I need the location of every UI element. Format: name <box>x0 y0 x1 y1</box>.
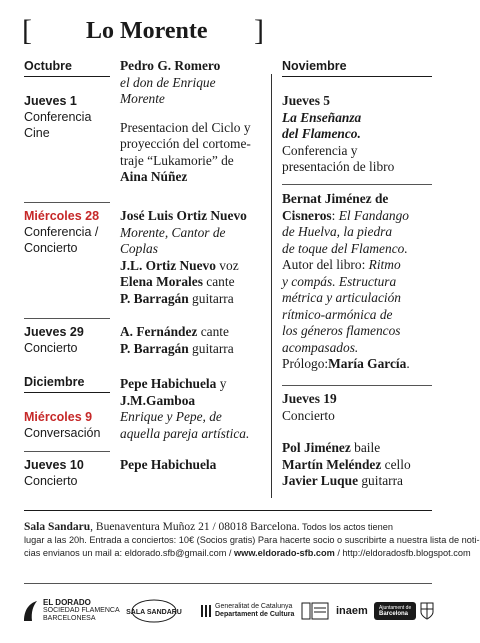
event-speaker: Aina Núñez <box>120 169 188 184</box>
performer-role: baile <box>350 440 381 455</box>
event-title: de toque del Flamenco. <box>282 240 408 256</box>
footer-info: Sala Sandaru, Buenaventura Muñoz 21 / 08018 Barcelona. Todos los actos tienen lugar a las 20h. Entrada a conciertos: 10€ (Socios gratis) Para hacerte socio o suscribirte a nuestra lista de noti- cias envianos un mail a: eldorado.sfb@gmail.com / www.eldorado-sfb.com / http://eldoradosfb.blogspot.com <box>24 521 480 558</box>
performer-role: guitarra <box>358 473 403 488</box>
rule-noviembre <box>282 76 432 77</box>
performer-role: guitarra <box>188 340 234 356</box>
sandaru-logo <box>126 596 182 626</box>
event-type: Concierto <box>282 407 335 423</box>
event-day: Miércoles 9 <box>24 410 93 424</box>
performer-name: A. Fernández <box>120 324 198 339</box>
event-type: Concierto <box>24 474 78 488</box>
event-noviembre-5 <box>282 93 394 176</box>
event-day: Jueves 29 <box>24 325 84 339</box>
gencat-icon <box>200 604 212 618</box>
event-type: Cine <box>24 126 50 140</box>
event-day: Jueves 19 <box>282 391 337 406</box>
performer-name: Pepe Habichuela <box>120 457 217 472</box>
book-title: y compás. Estructura <box>282 273 397 289</box>
event-noviembre-19-artists <box>282 440 411 490</box>
event-diciembre-10 <box>120 457 216 474</box>
sandaru-icon <box>126 598 182 624</box>
bracket-right: ] <box>254 14 264 47</box>
event-title: Coplas <box>120 241 158 256</box>
performer-role: voz <box>215 257 239 273</box>
footer-rule-bottom <box>24 583 432 584</box>
performer-name: P. Barragán <box>120 290 189 306</box>
date-octubre-1 <box>24 93 91 141</box>
performer-role: y <box>216 376 227 391</box>
gencat-logo: Generalitat de Catalunya Departament de Cultura <box>200 596 294 626</box>
bracket-left: [ <box>22 14 32 47</box>
event-speaker: Bernat Jiménez de <box>282 191 389 206</box>
venue-name: Sala Sandaru <box>24 521 91 533</box>
performer-role: cante <box>197 324 229 339</box>
prologue-author: María García <box>328 356 407 371</box>
event-noviembre-19 <box>282 391 337 424</box>
event-desc: Presentacion del Ciclo y <box>120 119 251 135</box>
header <box>0 14 454 48</box>
performer-name: J.M.Gamboa <box>120 392 196 408</box>
barcelona-shield-icon <box>420 602 434 620</box>
event-title: Enrique y Pepe, de <box>120 409 222 424</box>
divider <box>24 451 110 452</box>
performer-role: cante <box>202 274 235 289</box>
performer-name: Pepe Habichuela <box>120 376 217 391</box>
date-diciembre-10 <box>24 457 84 489</box>
event-title: del Flamenco. <box>282 126 361 141</box>
divider <box>24 202 110 203</box>
event-type: Conferencia <box>24 110 92 124</box>
event-title: La Enseñanza <box>282 109 362 125</box>
event-type: presentación de libro <box>282 159 395 174</box>
eldorado-logo: EL DORADO SOCIEDAD FLAMENCA BARCELONESA <box>20 596 120 626</box>
event-octubre-28 <box>120 208 247 307</box>
ajuntament-logo: Ajuntament de Barcelona <box>374 596 434 626</box>
blog-link[interactable]: / http://eldoradosfb.blogspot.com <box>334 548 471 558</box>
performer-name: Elena Morales <box>120 274 203 289</box>
svg-text:SALA SANDARU: SALA SANDARU <box>126 609 182 616</box>
date-octubre-29 <box>24 324 84 356</box>
book-title: acompasados. <box>282 339 359 355</box>
event-type: Conferencia y <box>282 142 358 158</box>
event-octubre-29 <box>120 324 234 357</box>
book-title: rítmico-armónica de <box>282 306 393 322</box>
event-noviembre-5-libro: Bernat Jiménez de Cisneros: El Fandango de Huelva, la piedra de toque del Flamenco. Autor del libro: Ritmo y compás. Estructura métrica y articulación rítmico-armónica de los géneros flamencos acompasados. Prólogo:María García. <box>282 191 410 371</box>
month-octubre: Octubre <box>24 59 72 73</box>
venue-address: , Buenaventura Muñoz 21 / 08018 Barcelona. <box>90 521 300 533</box>
event-title: de Huelva, la piedra <box>282 224 393 239</box>
inaem-logo: inaem <box>336 605 368 617</box>
divider <box>282 385 432 386</box>
event-day: Jueves 10 <box>24 458 84 472</box>
performer-name: P. Barragán <box>120 340 189 356</box>
event-title: Morente, Cantor de <box>120 224 226 240</box>
performer-name: Martín Meléndez <box>282 456 382 472</box>
event-desc: traje “Lukamorie” de <box>120 152 234 168</box>
month-diciembre: Diciembre <box>24 375 85 389</box>
event-day: Jueves 5 <box>282 93 330 108</box>
date-octubre-28 <box>24 208 99 256</box>
event-type: Conferencia / <box>24 225 99 239</box>
event-title: el don de Enrique <box>120 74 216 90</box>
sponsor-logos <box>18 596 438 626</box>
book-title: los géneros flamencos <box>282 323 401 338</box>
event-speaker: José Luis Ortiz Nuevo <box>120 208 247 223</box>
event-day: Miércoles 28 <box>24 209 100 223</box>
divider <box>282 184 432 185</box>
website-link[interactable]: www.eldorado-sfb.com <box>234 548 335 558</box>
book-title: Ritmo <box>368 257 401 272</box>
divider <box>24 318 110 319</box>
rule-diciembre <box>24 392 110 393</box>
event-speaker: Pedro G. Romero <box>120 58 221 73</box>
footer-rule <box>24 510 432 511</box>
column-divider <box>271 74 272 498</box>
event-type: Concierto <box>24 341 78 355</box>
date-diciembre-9 <box>24 409 100 441</box>
rule-octubre <box>24 76 110 77</box>
performer-name: J.L. Ortiz Nuevo <box>120 257 216 273</box>
book-title: métrica y articulación <box>282 290 401 305</box>
eldorado-icon <box>20 599 40 623</box>
event-speaker: Cisneros <box>282 207 332 223</box>
month-noviembre: Noviembre <box>282 59 347 73</box>
performer-role: guitarra <box>188 290 234 306</box>
event-desc: proyección del cortome- <box>120 136 251 151</box>
event-title: Morente <box>120 91 165 106</box>
event-diciembre-9 <box>120 376 249 442</box>
page-title: Lo Morente <box>86 18 208 44</box>
coat-of-arms-icon <box>300 600 330 622</box>
event-title: El Fandango <box>338 207 409 223</box>
event-day: Jueves 1 <box>24 94 77 108</box>
performer-name: Pol Jiménez <box>282 440 351 455</box>
event-title: aquella pareja artística. <box>120 425 250 441</box>
performer-name: Javier Luque <box>282 473 359 488</box>
event-type: Conversación <box>24 426 101 440</box>
event-type: Concierto <box>24 241 78 255</box>
event-octubre-1 <box>120 58 251 186</box>
performer-role: cello <box>381 456 411 472</box>
ministerio-logo <box>300 596 330 626</box>
